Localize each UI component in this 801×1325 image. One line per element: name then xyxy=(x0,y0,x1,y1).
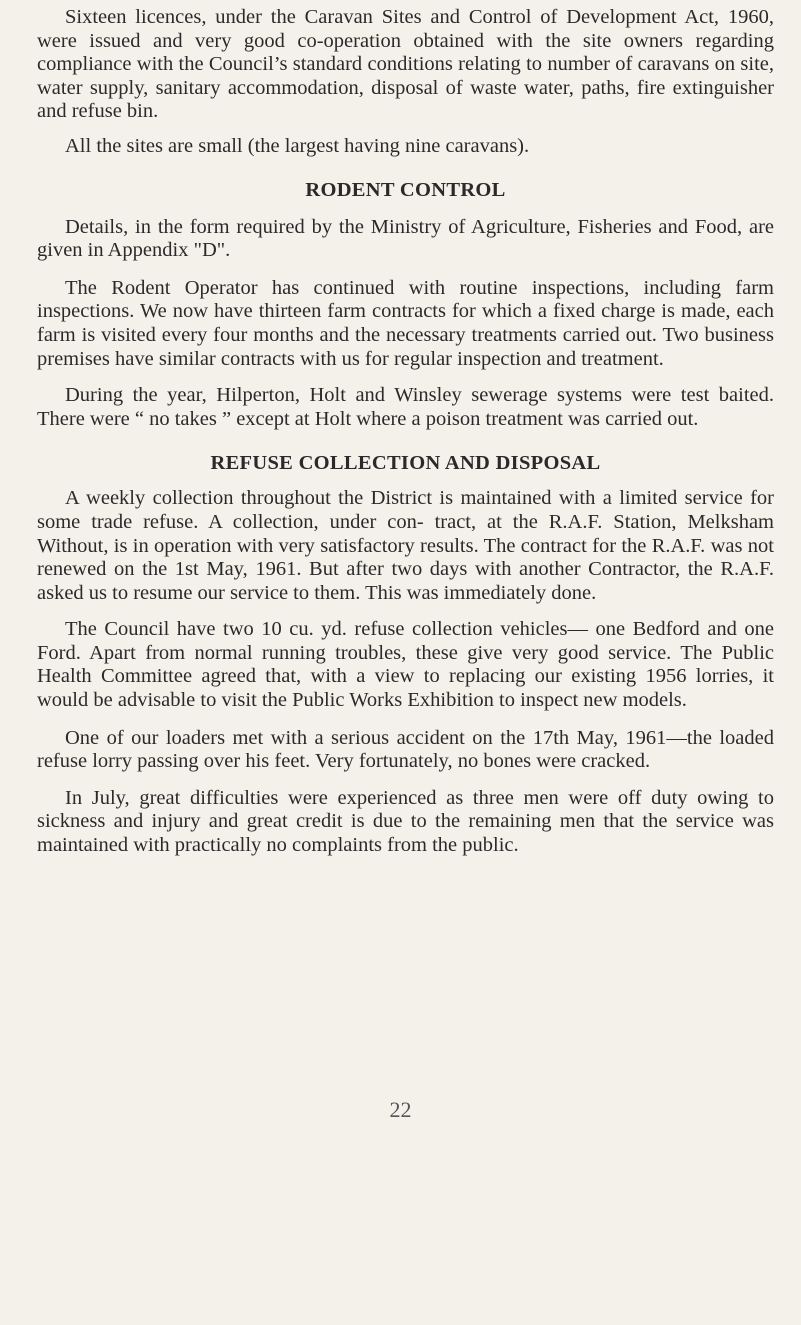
paragraph-rodent-operator: The Rodent Operator has continued with routine inspections, including farm inspections. We now have thirteen farm contracts for which a fixed charge is made, each farm is visited every four months and the necessary treatments carried out. Two business premises have similar contracts with us for regular inspection and treatment. xyxy=(37,276,774,370)
paragraph-weekly-collection: A weekly collection throughout the District is maintained with a limited service for some trade refuse. A collection, under con- tract, at the R.A.F. Station, Melksham Without, is in operation with very satisfactory results. The contract for the R.A.F. was not renewed on the 1st May, 1961. But after two days with another Contractor, the R.A.F. asked us to resume our service to them. This was immediately done. xyxy=(37,487,774,604)
heading-refuse-collection: REFUSE COLLECTION AND DISPOSAL xyxy=(210,452,601,475)
paragraph-caravan-licences: Sixteen licences, under the Caravan Sites and Control of Development Act, 1960, were issued and very good co-operation obtained with the site owners regarding compliance with the Council’s standard conditions relating to number of caravans on site, water supply, sanitary accommodation, disposal of waste water, paths, fire extinguisher and refuse bin. xyxy=(37,6,774,123)
paragraph-accident: One of our loaders met with a serious accident on the 17th May, 1961—the loaded refuse lorry passing over his feet. Very fortunately, no bones were cracked. xyxy=(37,726,774,773)
page-number: 22 xyxy=(389,1097,412,1122)
paragraph-sites-small: All the sites are small (the largest having nine caravans). xyxy=(65,134,530,157)
paragraph-july-difficulties: In July, great difficulties were experienced as three men were off duty owing to sickness and injury and great credit is due to the remaining men that the service was maintained with practically no complaints from the public. xyxy=(37,786,774,857)
document-page xyxy=(37,6,774,858)
paragraph-vehicles: The Council have two 10 cu. yd. refuse collection vehicles— one Bedford and one Ford. Apart from normal running troubles, these give very good service. The Public Health Committee agreed that, with a view to replacing our existing 1956 lorries, it would be advisable to visit the Public Works Exhibition to inspect new models. xyxy=(37,618,774,712)
heading-rodent-control: RODENT CONTROL xyxy=(305,178,506,201)
paragraph-rodent-details: Details, in the form required by the Ministry of Agriculture, Fisheries and Food, are given in Appendix "D". xyxy=(37,215,774,262)
paragraph-sewerage-baited: During the year, Hilperton, Holt and Winsley sewerage systems were test baited. There were “ no takes ” except at Holt where a poison treatment was carried out. xyxy=(37,384,774,430)
